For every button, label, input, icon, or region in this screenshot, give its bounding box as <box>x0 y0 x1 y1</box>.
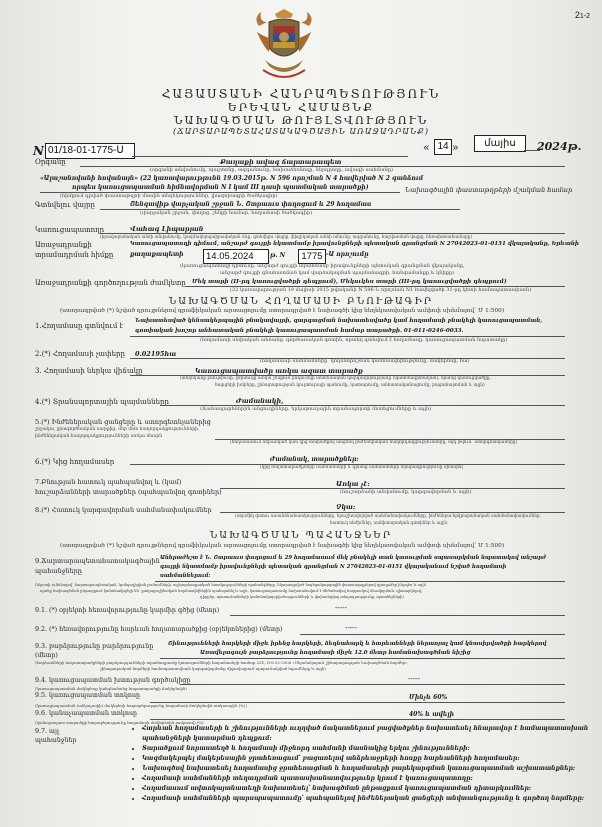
row5-label-2: շրջակա, ջրագործնական սարքից, մեր մոտ հաղորդակցությունների, <box>35 427 200 432</box>
row9-label-1: 9.Ճարտարապետահատակագծային <box>35 557 160 565</box>
location-value: Շենգավիթ վարչական շրջան Ն. Շտրաուս փողոցում և 29 հողամաս <box>130 201 372 208</box>
page-number-sub: 1-2 <box>579 13 590 20</box>
row2-value: 0.02195հա <box>135 350 177 358</box>
row9-value-3: սահմաններում: <box>160 573 211 579</box>
basis-right: Նախագծային փաստաթղթերի մշակման համար <box>405 186 573 194</box>
row91-value: ----- <box>335 604 347 612</box>
title-permit: ՆԱԽԱԳԾՄԱՆ ԹՈՒՅԼՏՎՈՒԹՅՈՒՆ <box>173 114 429 127</box>
row1-value-1: Նախատեսված կենսակերպային բնակավայրի, զարգացման նախատեսվածը կամ հողամասի բնակելի կառուցապատման, <box>135 318 543 324</box>
year-text: 2024թ. <box>537 140 582 153</box>
developer-label: Կառուցապատողը <box>35 226 105 234</box>
basis-note: (հիմքում դրված փաստաթղթի մասին տեղեկություններ, լիազորագրի ծածկագիր) <box>60 193 278 199</box>
row2-label: 2.(*) Հողամասի չափերը <box>35 350 125 358</box>
row8-note-1: (սեյսմիկ գոտու առանձնահատկությունները, երաշխավորված սահմանափակումները, ինժեներա-երկրաբանական սահմանափակումներ, <box>235 513 541 518</box>
month-field[interactable]: մայիս <box>474 135 526 152</box>
application-value-1: Կառուցապատողի դիմում, անշարժ գույքի նկատմամբ իրավունքների պետական գրանցման N 27042023-01-0151 վկայականը, Երևանի <box>130 241 579 247</box>
row93-label-1: 9.3. բարձրությունը բարձրությունը <box>35 643 154 650</box>
row97-label-2: պահանջներ <box>35 737 77 744</box>
row95-note: (կառուցապատման (տնկաչափի) մակերեսի հարաբերությունը հողամասի մակերեսին տոկոսային (%)) <box>35 703 247 708</box>
location-note: (վարչական շրջան, փողոց, շենքի համար, հողամասի ծածկագիր) <box>140 210 313 216</box>
application-label-2: տրամադրման հիմքը <box>35 251 114 259</box>
row9-label-2: պահանջները <box>35 567 82 575</box>
application-value-2: քաղաքապետի <box>130 251 184 258</box>
row6-note: (կից հողատարածքների սահմանների և դրանց սահմանների նկարագրությունը միասին) <box>260 465 464 470</box>
row7-value: Առկա չէ: <box>336 480 370 488</box>
application-note-1: (կառուցապատողի դիմումը, անշարժ գույքի նկատմամբ իրավունքների պետական գրանցման վկայականը, <box>180 263 465 269</box>
row9-note-1: (նկատի ունենալով՝ ճարտարապետական, կոմպոզիցիոն լուծումների, աշխարհագրական հատկությունների պահանջները, նկարագրված հայեցակարգային փաստաթղթերով դրույթներ ինչպես և այլն <box>35 583 426 587</box>
row94-note: (կառուցապատման մակերեսը կանգնածանց հողատարածքի մակերեսին) <box>35 686 187 691</box>
requirement-item: • Հողամասի սահմանների տեղադրման պատասխանատվությունը կրում է կառուցապատողը: <box>142 774 588 784</box>
row9-note-3: դիրքեր, պատուհանների կանոնակարգվածությունների և փոխանցվող տեղադրությունը, պատնեշների) <box>200 595 404 599</box>
day-field[interactable]: 14 <box>434 139 452 155</box>
row96-note: (կանաչապատ տարածքի հարաբերությունը հողամասի մակերեսին տոկոսով) (%) <box>35 720 204 725</box>
row8-label: 8.(*) Հատուկ կարգավորման սահմանափակումներ <box>35 506 212 514</box>
application-note-2: անշարժ գույքի գնահատման կամ վարձակալման պայմանագրի, հանգամանքը և կնիքը) <box>220 270 454 276</box>
organ-label: Օրգանը <box>35 158 66 166</box>
decision-suffix: -Ա որոշումը <box>326 251 369 258</box>
row94-value: ----- <box>408 675 420 683</box>
row2-note: (հողամասի սահմանները՝ կողմնորոշման կանոնավորությունը, մակերեսը, հա) <box>260 358 470 364</box>
developer-value: Վահագ Լիպարյան <box>130 225 204 233</box>
requirement-item: • Հարևան հողամասերի և շինությունների ուղղված ճակատներում բացվածքներ նախատեսել հնարավոր է համապատասխան <box>142 724 588 734</box>
title-permit-sub: (ՃԱՐՏԱՐԱՊԵՏԱՀԱՏԱԿԱԳԾԱՅԻՆ ԱՌԱՋԱԴՐԱՆՔ) <box>172 127 430 136</box>
row95-label: 9.5. կառուցապատման տոկոսը <box>35 692 141 699</box>
row9-value-2: գույքի նկատմամբ իրավունքների պետական գրանցման N 27042023-01-0151 վկայականում նշված հողամասի <box>160 564 507 570</box>
title-country: ՀԱՅԱՍՏԱՆԻ ՀԱՆՐԱՊԵՏՈՒԹՅՈՒՆ <box>161 87 441 101</box>
row92-label: 9.2. (*) հեռավորությունը հարևան հողատարածքից (օբյեկտներից) (մետր) <box>35 626 283 633</box>
requirement-item: • Տարածքում նորաստեղծ և հողամասի միջնորդ սահմանի մասնակից երկու շինությունների: <box>142 744 588 754</box>
permit-number-field[interactable]: 01/18-01-1775-Ս <box>45 143 135 159</box>
validity-note: (22 կառավարության 19 մայիսի 2015 թվականի N 596-Ն որոշման N1 հավելվածի 31-րդ կետի համապատասխան) <box>230 287 532 293</box>
row8-value: Չկա: <box>336 503 356 511</box>
developer-note: (իրավաբանական անձի անվանումը, կազմակերպաիրավական ձևը, գտնվելու վայրը, ֆիզիկական անձի անունը, ազգանունը, հաշվառման վայրը, հեռախոսահամարը) <box>100 234 472 239</box>
row4-value: Ժամանակի, <box>236 397 284 405</box>
row1-value-2: գոտիական խոշոր անհատական բնակելի կառուցապատման համար տարածքի. 01-011-0246-0033. <box>135 328 464 334</box>
decision-date-field[interactable]: 14.05.2024 <box>203 249 269 264</box>
page-number-value: 2 <box>574 10 580 20</box>
row94-label: 9.4. կառուցապատման խտության գործակիցը <box>35 677 191 684</box>
row9-note-2: որոնք նախագծման ընթացքում կանոնավորելի են՝ քաղաքաշինական նորմատիվներին պահպանել և այլն, կառուցապատումը նախատեսվում է մեծածավալ հարթակով ձևավորման, դիտարկելով, <box>40 589 423 593</box>
row4-label: 4.(*) Տրանսպորտային պայմանները <box>35 398 169 406</box>
row7-label-2: հուշարձանների տարածքներ (պահպանվող գոտիներ) <box>35 488 222 496</box>
requirement-item: • Հողամասի սահմանների պարսպապատումը՝ պահպանելով ինժեներական ցանցերի անվտանգությունը և գործող նորմերը: <box>142 794 588 804</box>
basis-value-2: որպես կառուցապատման հիմնավորման N I կամ III դասի պատմական տարածքի) <box>72 184 369 191</box>
application-label-1: Առաջադրանքի <box>35 241 92 249</box>
requirement-item: • Նախագծով նախատեսել հողամասից ջրահեռացման և հողամասերի բարեկարգման կառուցապատման աշխատանքներ: <box>142 764 588 774</box>
row93-value-1: Շինությունների հարկերի միջև իրենց հարկերի, ձեղնահարկ և հարևանների ներառյալ կամ կնասիրվածքի հարկերով <box>168 641 547 647</box>
coat-of-arms-emblem <box>253 8 315 84</box>
title-city: ԵՐԵՎԱՆ ՀԱՄԱՅՆՔ <box>227 101 375 114</box>
requirement-item: • Հողամասում ավտոկայանատեղի նախատեսել՝ նախագծման ընթացքում կառուցապատման դիտարկումներ: <box>142 784 588 794</box>
basis-value-1: «Ալաշանովանի հովանայն» (22 կառավարությունն 19.03.2015թ. N 596 որոշման N 4 հավելված N 2 գանձում <box>40 175 424 182</box>
decision-date-suffix: թ. N <box>270 252 286 259</box>
permit-number-label: N <box>33 144 44 158</box>
row8-note-2: հատուկ ռեժիմներ, սանիտարական գոտիներ և այլն) <box>330 520 448 525</box>
validity-label: Առաջադրանքի գործողության ժամկետը <box>35 279 186 287</box>
row93-value-2: Առավելագույն բարձրությունը հողամասի միջև 12.0 մետր համանախագծման նիշից <box>200 650 471 656</box>
validity-value: Մեկ տարի (II-րդ կառուցվածքի դեպքում), Մեկուկես տարի (III-րդ կառուցվածքի դեպքում) <box>192 279 507 285</box>
row92-value: ----- <box>345 624 357 632</box>
quote-close: » <box>452 141 459 154</box>
row5-note: (հողամասում ներառված կամ կից տարածքով անցնող ինժեներական հաղորդակցությունները, այդ թվում՝ ստորգետնյաները) <box>230 440 518 445</box>
row3-note-2: հարցերի խմբերը, շինարարության կուլտուրայի պահումը, կատարումը, անհատականացումը, բացահայտման և այլն) <box>215 383 485 388</box>
row1-note: (հողամասի սեփական անձանց, գործառական գոտին, որտեղ գտնվում է հողամասը, կառուցապատման նպատակը) <box>200 337 508 343</box>
page-number <box>575 10 590 20</box>
location-label: Գտնվելու վայրը <box>35 201 95 209</box>
section1-title: ՆԱԽԱԳԾՄԱՆ ՀՈՂԱՄԱՍԻ ԲՆՈՒԹԱԳԻՐ <box>168 296 434 307</box>
row93-label-2: (մետր) <box>35 652 58 659</box>
row93-note-1: (հարևանների հողատարածքների բարձրությունների տրամադրումը կառուցումների հողամասերի համար 22Շ, II-6.02-2006 «Սեյսմակայուն շինարարության Նախագծման նորմեր» <box>35 660 408 665</box>
row6-label: 6.(*) Կից հողամասեր <box>35 458 115 466</box>
requirement-item: պահանջների կատարման դեպքում: <box>142 735 272 742</box>
requirement-item: • Կազմակերպել մակերեսային ջրահեռացում՝ բացառելով անձրևաջրերի հոսքը հարևանների հողամասեր: <box>142 754 588 764</box>
row6-value: Ժամանակ, տարածքներ: <box>270 456 359 463</box>
row4-note: (Ճանապարհներին անցուղիները, երկաթուղային տրանսպորտի մոտեցումները և այլն) <box>200 406 432 412</box>
row97-label-1: 9.7. այլ <box>35 728 59 735</box>
quote-open: « <box>423 141 430 154</box>
section1-subtitle: (ստորագրված (*) նշված դրույթներով գրաֆիկական արտացոլումը ստորագրված է նախագծի կից նեղեկատվական ամփոփ սխեմայով՝ Մ 1:500) <box>60 308 505 314</box>
row7-label-1: 7.Բնության հատուկ պահպանվող և (կամ) <box>35 478 182 486</box>
section2-subtitle: (ստորագրված (*) նշված դրույթներով գրաֆիկական արտացոլումը ստորագրված է նախագծի կից նեղեկատվական ամփոփ սխեմայով՝ Մ 1:500) <box>60 543 505 549</box>
row1-label: 1.Հողամասը գտնվում է <box>35 322 124 330</box>
row5-label-1: 5.(*) Ինժեներական ցանցերը և ստորգետնյաներից <box>35 418 211 426</box>
row5-label-3: ինժեներական հաղորդակցությունների առկա մասին <box>35 434 163 439</box>
section2-title: ՆԱԽԱԳԾՄԱՆ ՊԱՀԱՆՋՆԵՐ <box>209 530 393 541</box>
decision-number-field[interactable]: 1775 <box>298 249 326 264</box>
row3-label: 3. Հողամասի ներկա վիճակը <box>35 367 143 375</box>
row96-value: 40% և ավելի <box>409 711 455 718</box>
row9-value-1: Անհրաժեշտ է Ն. Շտրաուս փողոցում և 29 հողամասում մեկ բնակելի տան կառուցման սպասարկման նպատակով անշարժ <box>160 555 547 561</box>
row93-note-2: շինարարական նորմերի համապատասխան կարգավորմանը միջավայրում պարունակված հղումները և այլն) <box>100 666 326 671</box>
row91-label: 9.1. (*) օբյեկտի հեռավորությունը կարմիր գծից (մետր) <box>35 607 220 614</box>
organ-note: (օրգանի անվանումը, պաշտոնը, ազգանունը, նախաձեռնողը, ներդրողը, ավագի սահմանը) <box>150 167 393 173</box>
row96-label: 9.6. կանաչապատման տոկոսը <box>35 710 138 717</box>
organ-value: Քաղաքի ավագ ճարտարապետ <box>220 158 342 166</box>
row3-value: Կառուցապատվածը առկա ազատ տարածք <box>195 367 363 375</box>
row7-note: (հուշարձանի անվանումը, կարգավորման և այլն) <box>340 489 472 495</box>
row95-value: Մինչև 60% <box>409 694 448 701</box>
row3-note-1: (տեղեկանք բնությունը, ջերմուկը առկա շենքում ընդունելի տնտեսական կարգավորությանը (պատմագիտական), նրանց կառուցվածքը, <box>180 376 491 381</box>
requirements-list <box>108 724 588 804</box>
